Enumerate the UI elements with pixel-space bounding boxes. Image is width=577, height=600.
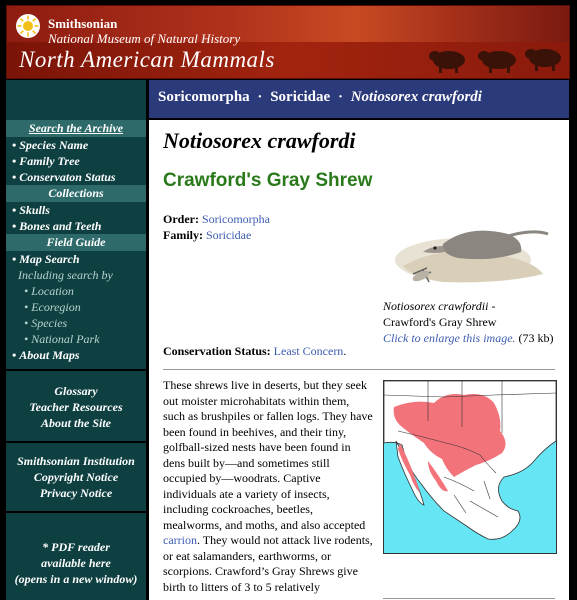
breadcrumb-separator: · — [257, 89, 263, 105]
org-name: Smithsonian — [48, 16, 118, 31]
caption-dash: - — [488, 299, 496, 313]
carrion-link[interactable]: carrion — [163, 533, 197, 547]
common-name-heading: Crawford's Gray Shrew — [163, 170, 373, 191]
nav-spacer — [6, 80, 146, 120]
pdf-reader-line1: * PDF reader — [42, 540, 110, 554]
bullet: • — [24, 332, 29, 346]
nav-item-conservation-status[interactable] — [6, 169, 146, 185]
range-map[interactable] — [383, 380, 557, 554]
nav-item-bones-and-teeth[interactable] — [6, 218, 146, 234]
order-label: Order: — [163, 212, 199, 226]
family-link[interactable]: Soricidae — [206, 228, 252, 242]
muskox-herd-image — [427, 38, 567, 78]
map-bottom-divider — [383, 598, 555, 599]
nav-item-ecoregion[interactable] — [6, 299, 146, 315]
species-description — [163, 378, 373, 595]
description-text: These shrews live in deserts, but they seek out moister microhabitats within them, such as brushpiles or fallen logs. They have been found in beehives, and their tiny, golfball-sized nests have been found in dens built by—and sometimes still occupied by—woodrats. Captive individuals ate a variety of insects, including cockroaches, beetles, mealworms, and moths, and also accepted — [163, 378, 373, 532]
order-row — [163, 212, 270, 227]
bullet: • — [24, 300, 29, 314]
nav-item-label: Conservaton Status — [19, 170, 116, 184]
image-size: (73 kb) — [515, 331, 554, 345]
nav-copyright-link[interactable]: Copyright Notice — [33, 470, 119, 484]
bullet: • — [24, 316, 29, 330]
caption-common-name: Crawford's Gray Shrew — [383, 315, 497, 329]
nav-item-label: National Park — [31, 332, 100, 346]
nav-item-skulls[interactable] — [6, 202, 146, 218]
breadcrumb — [149, 80, 569, 118]
site-title: North American Mammals — [19, 47, 275, 72]
content-divider — [163, 369, 555, 370]
order-link[interactable]: Soricomorpha — [201, 212, 270, 226]
site-header — [0, 0, 577, 79]
conservation-status-row — [163, 344, 346, 359]
museum-name: National Museum of Natural History — [48, 31, 241, 46]
bullet: • — [12, 170, 17, 184]
nav-privacy-link[interactable]: Privacy Notice — [39, 486, 113, 500]
pdf-reader-line2: available here — [41, 556, 111, 570]
conservation-period: . — [343, 344, 347, 358]
family-row — [163, 228, 251, 243]
nav-collections-heading: Collections — [6, 185, 146, 202]
bullet: • — [12, 348, 17, 362]
nav-item-label: Map Search — [19, 252, 80, 266]
smithsonian-sun-logo-icon — [15, 13, 41, 39]
nav-item-label: Skulls — [19, 203, 50, 217]
nav-field-guide-heading: Field Guide — [6, 234, 146, 251]
nav-item-label: Family Tree — [19, 154, 80, 168]
nav-teacher-resources-link[interactable]: Teacher Resources — [29, 400, 123, 414]
image-caption — [383, 298, 565, 346]
pdf-reader-line3: (opens in a new window) — [14, 572, 138, 586]
nav-item-label: Species — [31, 316, 68, 330]
nav-item-national-park[interactable] — [6, 331, 146, 347]
nav-item-species[interactable] — [6, 315, 146, 331]
bullet: • — [12, 252, 17, 266]
conservation-status-label: Conservation Status: — [163, 344, 271, 358]
nav-item-label: Bones and Teeth — [19, 219, 102, 233]
nav-item-label: About Maps — [19, 348, 80, 362]
nav-item-label: Location — [31, 284, 74, 298]
nav-item-species-name[interactable] — [6, 137, 146, 153]
header-banner[interactable] — [6, 5, 570, 79]
nav-archive-block — [6, 120, 146, 371]
scientific-name-heading: Notiosorex crawfordi — [163, 128, 356, 153]
species-content — [149, 120, 569, 600]
nav-item-family-tree[interactable] — [6, 153, 146, 169]
bullet: • — [24, 284, 29, 298]
bullet: • — [12, 219, 17, 233]
description-text-continued: . They would not attack live rodents, or eat salamanders, earthworms, or scorpions. Crawford’s Gray Shrews give birth to litters of 3 to 5 relatively — [163, 533, 373, 594]
bullet: • — [12, 203, 17, 217]
breadcrumb-separator: · — [337, 89, 343, 105]
nav-item-label: Species Name — [19, 138, 89, 152]
nav-legal-block — [6, 443, 146, 513]
breadcrumb-species: Notiosorex crawfordi — [350, 89, 482, 105]
nav-item-map-search[interactable] — [6, 251, 146, 267]
left-navigation — [6, 80, 146, 600]
enlarge-image-link[interactable]: Click to enlarge this image. — [383, 331, 516, 345]
nav-item-about-maps[interactable] — [6, 347, 146, 369]
nav-including-search-by: Including search by — [18, 268, 113, 282]
conservation-status-link[interactable]: Least Concern — [273, 344, 344, 358]
nav-pdf-block[interactable] — [6, 513, 146, 587]
breadcrumb-family-link[interactable]: Soricidae — [270, 89, 331, 105]
nav-about-site-link[interactable]: About the Site — [40, 416, 111, 430]
nav-glossary-link[interactable]: Glossary — [54, 384, 98, 398]
bullet: • — [12, 138, 17, 152]
breadcrumb-order-link[interactable]: Soricomorpha — [158, 89, 250, 105]
nav-resources-block — [6, 371, 146, 443]
nav-smithsonian-link[interactable]: Smithsonian Institution — [17, 454, 135, 468]
bullet: • — [12, 154, 17, 168]
family-label: Family: — [163, 228, 203, 242]
shrew-illustration[interactable] — [383, 174, 553, 304]
nav-search-archive-heading[interactable]: Search the Archive — [6, 120, 146, 137]
caption-scientific-name: Notiosorex crawfordii — [383, 299, 489, 313]
nav-item-location[interactable] — [6, 283, 146, 299]
nav-item-label: Ecoregion — [31, 300, 81, 314]
